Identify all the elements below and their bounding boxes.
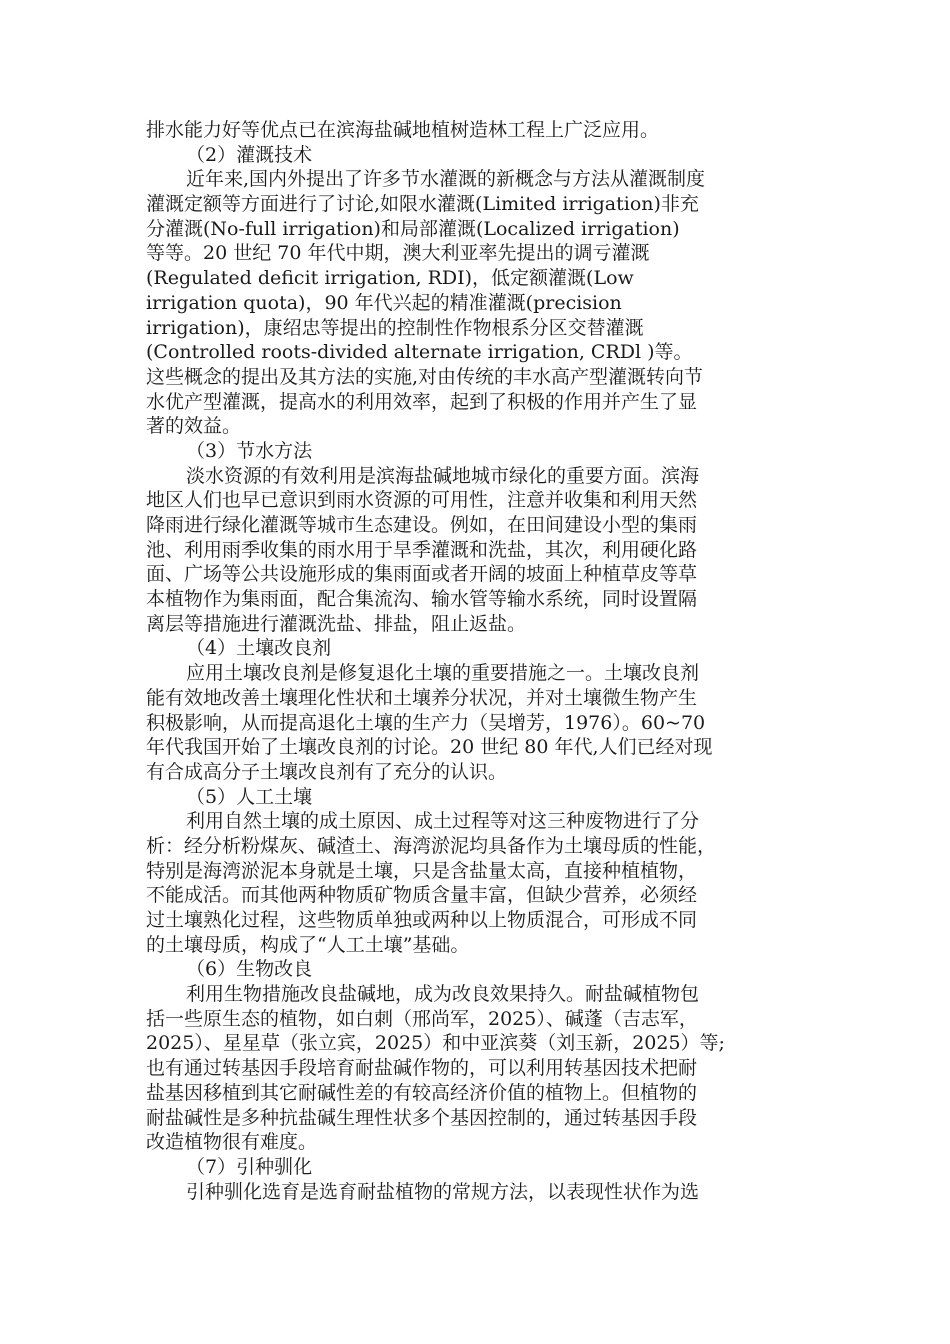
paragraph-line: 耐盐碱性是多种抗盐碱生理性状多个基因控制的，通过转基因手段	[146, 1106, 698, 1129]
section-heading: （3）节水方法	[186, 439, 313, 462]
paragraph-line: 利用生物措施改良盐碱地，成为改良效果持久。耐盐碱植物包	[186, 983, 700, 1006]
paragraph-line: 排水能力好等优点已在滨海盐碱地植树造林工程上广泛应用。	[146, 119, 660, 141]
section-heading: （5）人工土壤	[186, 785, 313, 808]
paragraph-line: 淡水资源的有效利用是滨海盐碱地城市绿化的重要方面。滨海	[186, 464, 700, 487]
paragraph-line: 降雨进行绿化灌溉等城市生态建设。例如，在田间建设小型的集雨	[146, 514, 698, 536]
paragraph-line: 分灌溉(No-full irrigation)和局部灌溉(Localized irrigation)	[146, 217, 680, 240]
paragraph-line: 积极影响，从而提高退化土壤的生产力（吴增芳，1976）。60~70	[146, 711, 706, 734]
paragraph-line: 等等。20 世纪 70 年代中期，澳大利亚率先提出的调亏灌溉	[146, 242, 650, 265]
paragraph-line: 也有通过转基因手段培育耐盐碱作物的，可以利用转基因技术把耐	[146, 1057, 698, 1080]
section-heading: （7）引种驯化	[186, 1155, 313, 1178]
paragraph-line: 面、广场等公共设施形成的集雨面或者开阔的坡面上种植草皮等草	[146, 563, 698, 586]
paragraph-line: 盐基因移植到其它耐碱性差的有较高经济价值的植物上。但植物的	[146, 1081, 698, 1104]
paragraph-line: irrigation)，康绍忠等提出的控制性作物根系分区交替灌溉	[146, 316, 644, 339]
paragraph-line: (Controlled roots-divided alternate irrigation, CRDl )等。	[146, 341, 693, 364]
paragraph-line: 年代我国开始了土壤改良剂的讨论。20 世纪 80 年代,人们已经对现	[146, 736, 713, 759]
paragraph-line: 特别是海湾淤泥本身就是土壤，只是含盐量太高，直接种植植物，	[146, 859, 698, 882]
paragraph-line: 不能成活。而其他两种物质矿物质含量丰富，但缺少营养，必须经	[146, 884, 698, 907]
paragraph-line: 水优产型灌溉，提高水的利用效率，起到了积极的作用并产生了显	[146, 390, 698, 413]
paragraph-line: 灌溉定额等方面进行了讨论,如限水灌溉(Limited irrigation)非充	[146, 193, 699, 216]
paragraph-line: 利用自然土壤的成土原因、成土过程等对这三种废物进行了分	[186, 810, 700, 833]
paragraph-line: 本植物作为集雨面，配合集流沟、输水管等输水系统，同时设置隔	[146, 588, 698, 611]
paragraph-line: (Regulated deficit irrigation, RDI)，低定额灌溉(Low	[146, 267, 634, 290]
paragraph-line: 这些概念的提出及其方法的实施,对由传统的丰水高产型灌溉转向节	[146, 365, 704, 388]
paragraph-line: 引种驯化选育是选育耐盐植物的常规方法，以表现性状作为选	[186, 1180, 700, 1203]
paragraph-line: 2025）、星星草（张立宾，2025）和中亚滨葵（刘玉新，2025）等;	[146, 1032, 725, 1055]
paragraph-line: 有合成高分子土壤改良剂有了充分的认识。	[146, 760, 508, 783]
paragraph-line: 能有效地改善土壤理化性状和土壤养分状况，并对土壤微生物产生	[146, 686, 698, 709]
paragraph-line: 过土壤熟化过程，这些物质单独或两种以上物质混合，可形成不同	[146, 909, 698, 931]
paragraph-line: 应用土壤改良剂是修复退化土壤的重要措施之一。土壤改良剂	[186, 662, 700, 685]
paragraph-line: 的土壤母质，构成了“人工土壤”基础。	[146, 933, 470, 956]
paragraph-line: 离层等措施进行灌溉洗盐、排盐，阻止返盐。	[146, 612, 527, 635]
paragraph-line: 地区人们也早已意识到雨水资源的可用性，注意并收集和利用天然	[146, 489, 698, 512]
paragraph-line: 析：经分析粉煤灰、碱渣土、海湾淤泥均具备作为土壤母质的性能，	[146, 834, 717, 857]
section-heading: （6）生物改良	[186, 958, 313, 981]
paragraph-line: 池、利用雨季收集的雨水用于旱季灌溉和洗盐，其次，利用硬化路	[146, 538, 698, 561]
section-heading: （2）灌溉技术	[186, 143, 313, 166]
paragraph-line: 括一些原生态的植物，如白刺（邢尚军，2025）、碱蓬（吉志军，	[146, 1007, 698, 1030]
paragraph-line: 改造植物很有难度。	[146, 1131, 318, 1154]
section-heading: （4）土壤改良剂	[186, 637, 332, 660]
document-page	[146, 118, 806, 1204]
paragraph-line: 近年来,国内外提出了许多节水灌溉的新概念与方法从灌溉制度	[186, 168, 706, 191]
paragraph-line: 著的效益。	[146, 415, 242, 438]
paragraph-line: irrigation quota)，90 年代兴起的精准灌溉(precision	[146, 291, 622, 314]
